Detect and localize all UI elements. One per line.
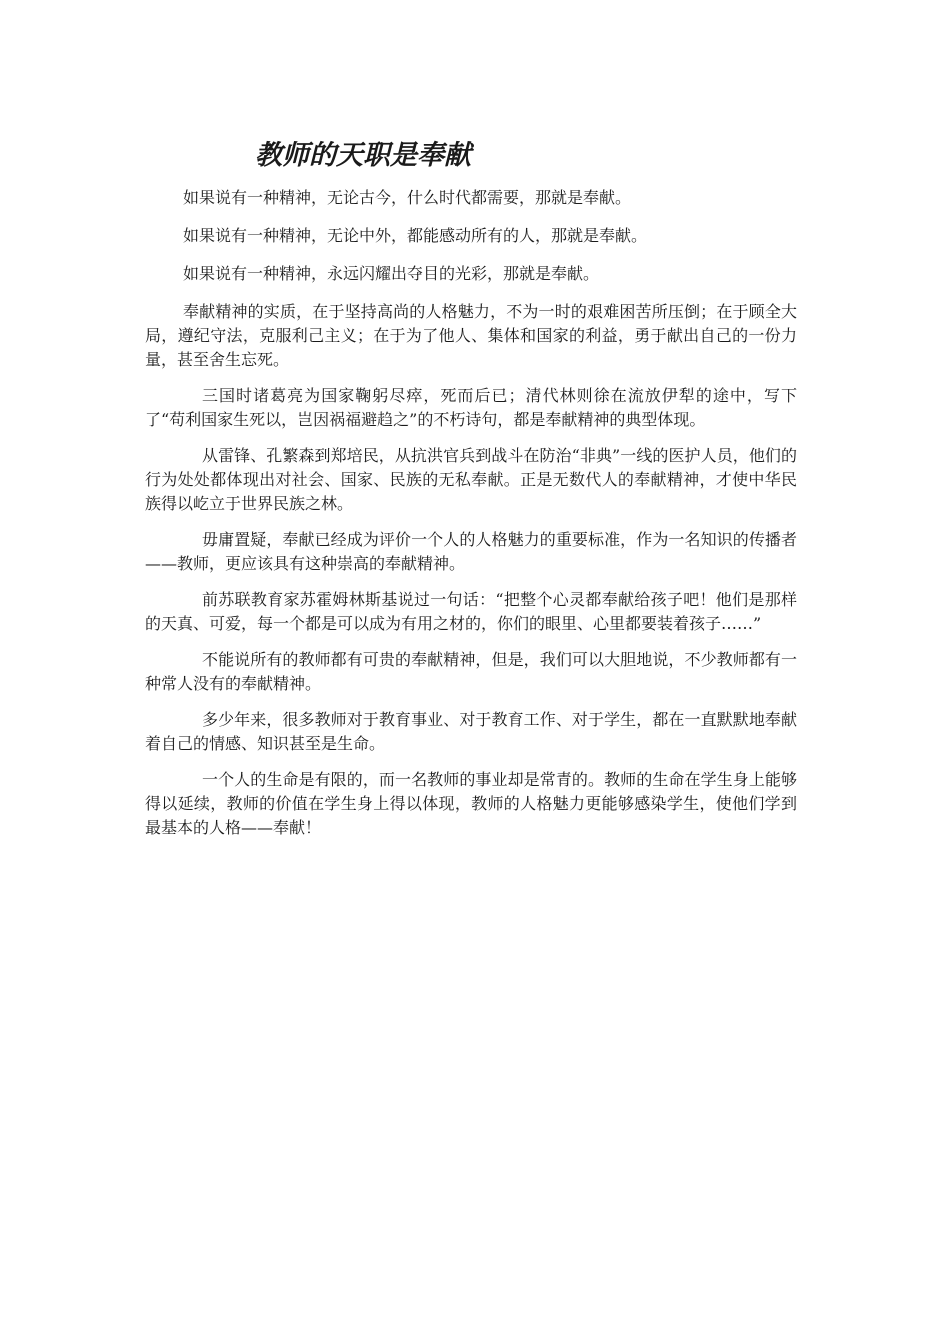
- paragraph-6: 从雷锋、孔繁森到郑培民，从抗洪官兵到战斗在防治“非典”一线的医护人员，他们的行为处处都体现出对社会、国家、民族的无私奉献。正是无数代人的奉献精神，才使中华民族得以屹立于世界民族之林。: [145, 446, 797, 513]
- document-body: [145, 186, 797, 852]
- paragraph-10: 多少年来，很多教师对于教育事业、对于教育工作、对于学生，都在一直默默地奉献着自己的情感、知识甚至是生命。: [145, 710, 797, 753]
- paragraph-1: 如果说有一种精神，无论古今，什么时代都需要，那就是奉献。: [183, 188, 632, 207]
- paragraph-2: 如果说有一种精神，无论中外，都能感动所有的人，那就是奉献。: [183, 226, 648, 245]
- paragraph-3: 如果说有一种精神，永远闪耀出夺目的光彩，那就是奉献。: [183, 264, 600, 283]
- document-title: 教师的天职是奉献: [255, 140, 471, 171]
- paragraph-8: 前苏联教育家苏霍姆林斯基说过一句话：“把整个心灵都奉献给孩子吧！他们是那样的天真、可爱，每一个都是可以成为有用之材的，你们的眼里、心里都要装着孩子……”: [145, 590, 797, 633]
- paragraph-11: 一个人的生命是有限的，而一名教师的事业却是常青的。教师的生命在学生身上能够得以延续，教师的价值在学生身上得以体现，教师的人格魅力更能够感染学生，使他们学到最基本的人格——奉献！: [145, 770, 797, 837]
- paragraph-4: 奉献精神的实质，在于坚持高尚的人格魅力，不为一时的艰难困苦所压倒；在于顾全大局，遵纪守法，克服利己主义；在于为了他人、集体和国家的利益，勇于献出自己的一份力量，甚至舍生忘死。: [145, 302, 797, 369]
- paragraph-5: 三国时诸葛亮为国家鞠躬尽瘁，死而后已；清代林则徐在流放伊犁的途中，写下了“苟利国家生死以，岂因祸福避趋之”的不朽诗句，都是奉献精神的典型体现。: [145, 386, 797, 429]
- paragraph-7: 毋庸置疑，奉献已经成为评价一个人的人格魅力的重要标准，作为一名知识的传播者——教师，更应该具有这种崇高的奉献精神。: [145, 530, 797, 573]
- paragraph-9: 不能说所有的教师都有可贵的奉献精神，但是，我们可以大胆地说，不少教师都有一种常人没有的奉献精神。: [145, 650, 797, 693]
